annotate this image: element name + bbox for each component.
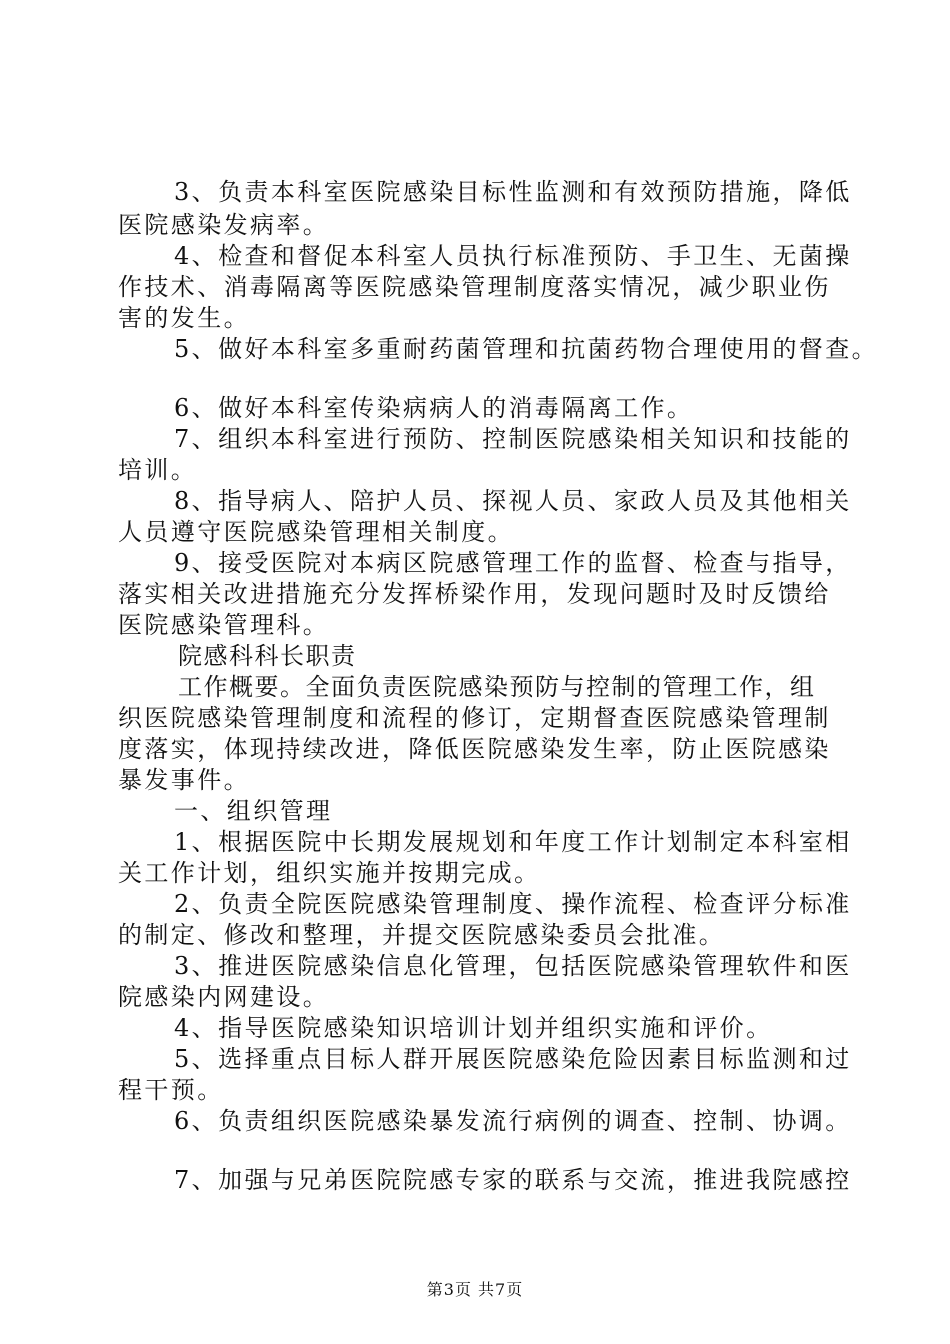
paragraph-line: 医院感染管理科。	[118, 611, 330, 639]
paragraph-line: 医院感染发病率。	[118, 211, 330, 239]
paragraph-line: 的制定、修改和整理，并提交医院感染委员会批准。	[118, 921, 726, 949]
page-number-footer: 第3页 共7页	[426, 1280, 524, 1299]
paragraph-line: 度落实，体现持续改进，降低医院感染发生率，防止医院感染	[118, 735, 831, 763]
paragraph-line: 作技术、消毒隔离等医院感染管理制度落实情况，减少职业伤	[118, 273, 831, 301]
paragraph-line: 院感染内网建设。	[118, 983, 330, 1011]
paragraph-line: 8、指导病人、陪护人员、探视人员、家政人员及其他相关	[174, 487, 852, 515]
paragraph-line: 织医院感染管理制度和流程的修订，定期督查医院感染管理制	[118, 704, 831, 732]
paragraph-line: 2、负责全院医院感染管理制度、操作流程、检查评分标准	[174, 890, 852, 918]
paragraph-line: 7、组织本科室进行预防、控制医院感染相关知识和技能的	[174, 425, 852, 453]
paragraph-line: 3、负责本科室医院感染目标性监测和有效预防措施，降低	[174, 178, 852, 206]
paragraph-line: 4、指导医院感染知识培训计划并组织实施和评价。	[174, 1014, 773, 1042]
paragraph-line: 工作概要。全面负责医院感染预防与控制的管理工作，组	[178, 673, 816, 701]
paragraph-line: 人员遵守医院感染管理相关制度。	[118, 518, 514, 546]
paragraph-line: 5、选择重点目标人群开展医院感染危险因素目标监测和过	[174, 1045, 852, 1073]
paragraph-line: 4、检查和督促本科室人员执行标准预防、手卫生、无菌操	[174, 242, 852, 270]
paragraph-line: 1、根据医院中长期发展规划和年度工作计划制定本科室相	[174, 828, 852, 856]
section-heading: 一、组织管理	[174, 797, 333, 825]
paragraph-line: 6、负责组织医院感染暴发流行病例的调查、控制、协调。	[174, 1107, 852, 1135]
paragraph-line: 5、做好本科室多重耐药菌管理和抗菌药物合理使用的督查。	[174, 335, 879, 363]
paragraph-line: 关工作计划，组织实施并按期完成。	[118, 859, 541, 887]
section-heading: 院感科科长职责	[178, 642, 357, 670]
paragraph-line: 暴发事件。	[118, 766, 250, 794]
paragraph-line: 3、推进医院感染信息化管理，包括医院感染管理软件和医	[174, 952, 852, 980]
paragraph-line: 培训。	[118, 456, 198, 484]
paragraph-line: 落实相关改进措施充分发挥桥梁作用，发现问题时及时反馈给	[118, 580, 831, 608]
paragraph-line: 9、接受医院对本病区院感管理工作的监督、检查与指导，	[174, 549, 852, 577]
paragraph-line: 7、加强与兄弟医院院感专家的联系与交流，推进我院感控	[174, 1166, 852, 1194]
paragraph-line: 害的发生。	[118, 304, 250, 332]
paragraph-line: 程干预。	[118, 1076, 224, 1104]
paragraph-line: 6、做好本科室传染病病人的消毒隔离工作。	[174, 394, 694, 422]
